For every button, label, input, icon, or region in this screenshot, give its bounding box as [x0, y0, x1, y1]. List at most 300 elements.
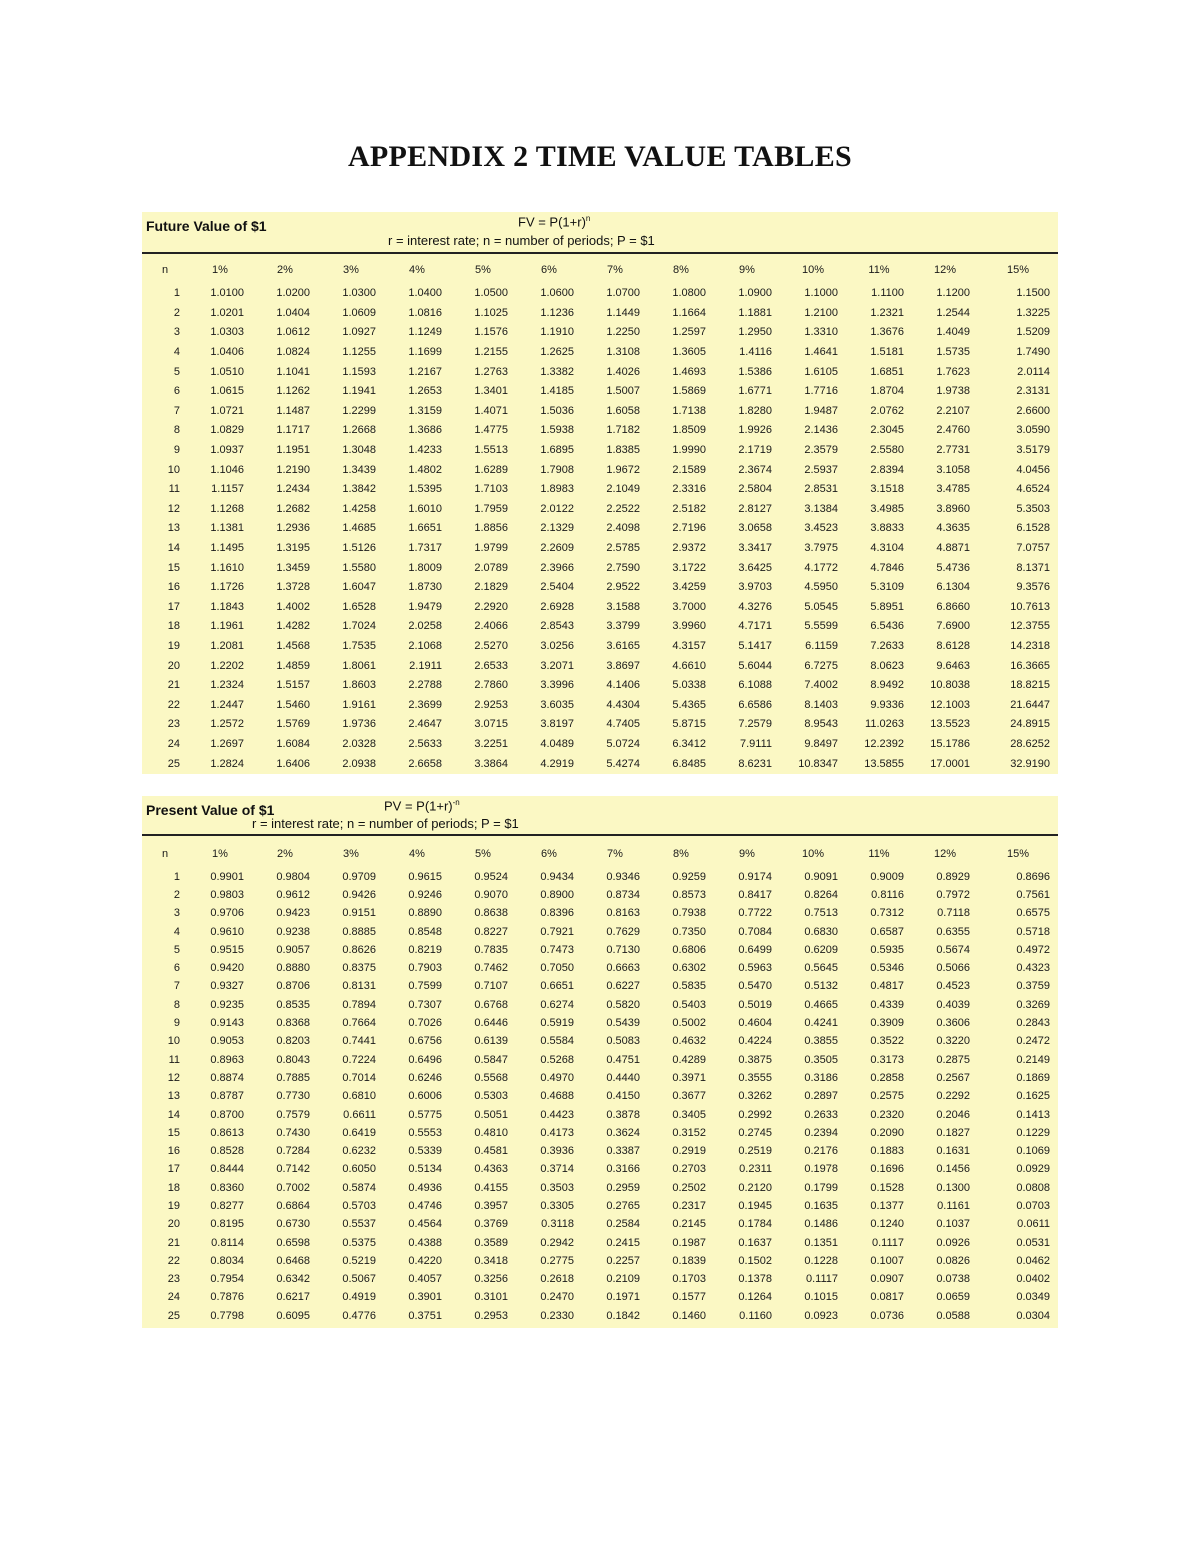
factor-cell: 0.5439 [606, 1017, 640, 1030]
factor-cell: 0.6217 [276, 1291, 310, 1304]
factor-cell: 1.2544 [936, 306, 970, 319]
factor-cell: 0.8043 [276, 1053, 310, 1066]
factor-cell: 1.0700 [606, 287, 640, 300]
factor-cell: 6.1528 [1016, 522, 1050, 535]
period-cell: 23 [167, 1273, 180, 1286]
column-header-n: n [161, 847, 169, 860]
factor-cell: 0.7307 [408, 998, 442, 1011]
factor-cell: 18.8215 [1010, 679, 1050, 692]
factor-cell: 1.0404 [276, 306, 310, 319]
factor-cell: 1.1041 [276, 365, 310, 378]
factor-cell: 0.5134 [408, 1163, 442, 1176]
factor-cell: 1.5036 [540, 404, 574, 417]
factor-cell: 0.9615 [408, 870, 442, 883]
factor-cell: 16.3665 [1010, 659, 1050, 672]
factor-cell: 0.7350 [672, 925, 706, 938]
factor-cell: 2.0938 [342, 757, 376, 770]
factor-cell: 1.0406 [210, 346, 244, 359]
table-row [142, 1106, 1058, 1124]
factor-cell: 1.7716 [804, 385, 838, 398]
factor-cell: 1.3728 [276, 581, 310, 594]
factor-cell: 0.6095 [276, 1309, 310, 1322]
factor-cell: 10.8038 [930, 679, 970, 692]
factor-cell: 2.1911 [409, 659, 442, 672]
period-cell: 20 [167, 659, 180, 672]
factor-cell: 0.8034 [210, 1254, 244, 1267]
factor-cell: 0.8874 [210, 1071, 244, 1084]
factor-cell: 0.3555 [738, 1071, 772, 1084]
factor-cell: 0.5083 [606, 1035, 640, 1048]
header-divider [142, 834, 1058, 836]
factor-cell: 1.1951 [276, 444, 310, 457]
factor-cell: 1.1200 [936, 287, 970, 300]
factor-cell: 0.1703 [672, 1273, 706, 1286]
period-cell: 10 [167, 1035, 180, 1048]
factor-cell: 1.6895 [540, 444, 574, 457]
factor-cell: 1.9738 [936, 385, 970, 398]
factor-cell: 0.7026 [408, 1017, 442, 1030]
factor-cell: 0.4241 [804, 1017, 838, 1030]
factor-cell: 0.9259 [672, 870, 706, 883]
column-header-rate: 10% [801, 263, 825, 276]
table-row [142, 1307, 1058, 1325]
factor-cell: 3.4523 [804, 522, 838, 535]
factor-cell: 2.2107 [936, 404, 970, 417]
period-cell: 9 [173, 1017, 180, 1030]
factor-cell: 6.5436 [870, 620, 904, 633]
period-cell: 5 [173, 943, 180, 956]
period-cell: 25 [167, 757, 180, 770]
factor-cell: 2.7860 [474, 679, 508, 692]
table-row [142, 1088, 1058, 1106]
factor-cell: 0.8638 [474, 907, 508, 920]
factor-cell: 0.4339 [870, 998, 904, 1011]
factor-cell: 0.5537 [342, 1218, 376, 1231]
table-row [142, 1161, 1058, 1179]
table-row [142, 539, 1058, 559]
factor-cell: 1.0615 [210, 385, 244, 398]
factor-cell: 0.1987 [672, 1236, 706, 1249]
factor-cell: 0.1842 [606, 1309, 640, 1322]
factor-cell: 5.5599 [804, 620, 838, 633]
column-header-rate: 4% [409, 263, 425, 276]
factor-cell: 1.5869 [672, 385, 706, 398]
factor-cell: 1.0600 [540, 287, 574, 300]
factor-cell: 4.8871 [936, 542, 970, 555]
factor-cell: 0.7430 [276, 1126, 310, 1139]
table-row [142, 1289, 1058, 1307]
factor-cell: 3.7000 [672, 600, 706, 613]
factor-cell: 0.2575 [870, 1090, 904, 1103]
factor-cell: 0.9235 [210, 998, 244, 1011]
factor-cell: 1.2697 [210, 737, 244, 750]
factor-cell: 3.4259 [672, 581, 706, 594]
factor-cell: 1.7024 [342, 620, 376, 633]
factor-cell: 0.3909 [870, 1017, 904, 1030]
factor-cell: 1.6047 [342, 581, 376, 594]
factor-cell: 2.2920 [474, 600, 508, 613]
factor-cell: 1.1100 [871, 287, 904, 300]
factor-cell: 1.7182 [606, 424, 640, 437]
factor-cell: 1.8704 [870, 385, 904, 398]
factor-cell: 0.8734 [606, 888, 640, 901]
factor-cell: 0.4688 [540, 1090, 574, 1103]
factor-cell: 1.0927 [342, 326, 376, 339]
factor-cell: 0.9423 [276, 907, 310, 920]
factor-cell: 2.6928 [540, 600, 574, 613]
factor-cell: 0.4919 [342, 1291, 376, 1304]
factor-cell: 3.1588 [606, 600, 640, 613]
table-row [142, 868, 1058, 886]
factor-cell: 8.6231 [738, 757, 772, 770]
column-header-rate: 5% [475, 263, 491, 276]
factor-cell: 0.7903 [408, 962, 442, 975]
factor-cell: 0.7118 [937, 907, 970, 920]
factor-cell: 0.9434 [540, 870, 574, 883]
factor-cell: 0.6806 [672, 943, 706, 956]
factor-cell: 0.6499 [738, 943, 772, 956]
factor-cell: 0.4224 [738, 1035, 772, 1048]
factor-cell: 1.5157 [276, 679, 310, 692]
factor-cell: 0.5375 [342, 1236, 376, 1249]
factor-cell: 2.6533 [474, 659, 508, 672]
factor-cell: 2.3045 [870, 424, 904, 437]
factor-cell: 0.8787 [210, 1090, 244, 1103]
present-value-formula [384, 798, 460, 813]
factor-cell: 1.5513 [474, 444, 508, 457]
factor-cell: 1.6010 [408, 502, 442, 515]
factor-cell: 0.6730 [276, 1218, 310, 1231]
table-row [142, 1014, 1058, 1032]
factor-cell: 1.2202 [210, 659, 244, 672]
factor-cell: 3.4785 [936, 483, 970, 496]
factor-cell: 0.2470 [540, 1291, 574, 1304]
factor-cell: 0.4388 [408, 1236, 442, 1249]
factor-cell: 1.0900 [738, 287, 772, 300]
factor-cell: 1.1236 [540, 306, 574, 319]
factor-cell: 1.1941 [342, 385, 376, 398]
factor-cell: 1.1487 [276, 404, 310, 417]
factor-cell: 6.8485 [672, 757, 706, 770]
factor-cell: 0.2415 [606, 1236, 640, 1249]
factor-cell: 0.8277 [210, 1199, 244, 1212]
factor-cell: 0.2775 [540, 1254, 574, 1267]
future-value-header-row [142, 256, 1058, 284]
factor-cell: 0.1839 [672, 1254, 706, 1267]
factor-cell: 0.3418 [474, 1254, 508, 1267]
factor-cell: 1.2447 [210, 698, 244, 711]
factor-cell: 0.8264 [804, 888, 838, 901]
period-cell: 1 [173, 870, 180, 883]
factor-cell: 0.4632 [672, 1035, 706, 1048]
table-row [142, 978, 1058, 996]
factor-cell: 1.2653 [408, 385, 442, 398]
factor-cell: 1.5209 [1016, 326, 1050, 339]
period-cell: 19 [167, 1199, 180, 1212]
factor-cell: 0.8396 [540, 907, 574, 920]
factor-cell: 1.2190 [276, 463, 310, 476]
factor-cell: 0.6050 [342, 1163, 376, 1176]
period-cell: 24 [167, 1291, 180, 1304]
factor-cell: 5.6044 [738, 659, 772, 672]
factor-cell: 0.6611 [343, 1108, 376, 1121]
factor-cell: 0.5820 [606, 998, 640, 1011]
factor-cell: 2.4647 [408, 718, 442, 731]
factor-cell: 0.0826 [936, 1254, 970, 1267]
factor-cell: 0.9327 [210, 980, 244, 993]
factor-cell: 0.8880 [276, 962, 310, 975]
factor-cell: 0.2843 [1016, 1017, 1050, 1030]
factor-cell: 3.0590 [1016, 424, 1050, 437]
factor-cell: 0.0402 [1016, 1273, 1050, 1286]
factor-cell: 0.4776 [342, 1309, 376, 1322]
column-header-rate: 15% [1006, 847, 1030, 860]
factor-cell: 1.5126 [342, 542, 376, 555]
factor-cell: 1.5395 [408, 483, 442, 496]
factor-cell: 0.0808 [1016, 1181, 1050, 1194]
factor-cell: 6.1088 [738, 679, 772, 692]
period-cell: 22 [167, 698, 180, 711]
factor-cell: 0.7599 [408, 980, 442, 993]
factor-cell: 3.1722 [672, 561, 706, 574]
factor-cell: 0.8626 [342, 943, 376, 956]
factor-cell: 0.8885 [342, 925, 376, 938]
factor-cell: 0.8163 [606, 907, 640, 920]
factor-cell: 1.3159 [408, 404, 442, 417]
factor-cell: 1.0510 [210, 365, 244, 378]
factor-cell: 0.8700 [210, 1108, 244, 1121]
table-row [142, 959, 1058, 977]
factor-cell: 0.2109 [606, 1273, 640, 1286]
factor-cell: 0.7142 [276, 1163, 310, 1176]
factor-cell: 0.4363 [474, 1163, 508, 1176]
factor-cell: 0.7894 [342, 998, 376, 1011]
factor-cell: 1.4802 [408, 463, 442, 476]
column-header-rate: 2% [277, 847, 293, 860]
factor-cell: 0.9174 [738, 870, 772, 883]
factor-cell: 0.3751 [408, 1309, 442, 1322]
factor-cell: 0.4970 [540, 1071, 574, 1084]
factor-cell: 2.0258 [408, 620, 442, 633]
factor-cell: 0.6342 [276, 1273, 310, 1286]
factor-cell: 1.4693 [672, 365, 706, 378]
factor-cell: 1.1717 [276, 424, 310, 437]
factor-cell: 1.8603 [342, 679, 376, 692]
factor-cell: 0.4057 [408, 1273, 442, 1286]
period-cell: 4 [173, 925, 180, 938]
future-value-table-header [142, 212, 1058, 254]
factor-cell: 1.4282 [276, 620, 310, 633]
factor-cell: 3.9703 [738, 581, 772, 594]
factor-cell: 0.0929 [1016, 1163, 1050, 1176]
factor-cell: 0.2311 [739, 1163, 772, 1176]
factor-cell: 1.2299 [342, 404, 376, 417]
period-cell: 11 [168, 1053, 180, 1066]
factor-cell: 1.7103 [474, 483, 508, 496]
factor-cell: 1.2682 [276, 502, 310, 515]
factor-cell: 2.5580 [870, 444, 904, 457]
factor-cell: 1.1910 [540, 326, 574, 339]
factor-cell: 0.7473 [540, 943, 574, 956]
factor-cell: 3.6035 [540, 698, 574, 711]
factor-cell: 0.1229 [1016, 1126, 1050, 1139]
factor-cell: 0.8929 [936, 870, 970, 883]
factor-cell: 21.6447 [1010, 698, 1050, 711]
factor-cell: 0.6355 [936, 925, 970, 938]
factor-cell: 2.7590 [606, 561, 640, 574]
factor-cell: 13.5855 [864, 757, 904, 770]
factor-cell: 1.3605 [672, 346, 706, 359]
table-row [142, 598, 1058, 618]
factor-cell: 0.5403 [672, 998, 706, 1011]
factor-cell: 1.7535 [342, 639, 376, 652]
future-value-table [142, 256, 1058, 774]
factor-cell: 0.7876 [210, 1291, 244, 1304]
period-cell: 16 [167, 581, 180, 594]
factor-cell: 0.2942 [540, 1236, 574, 1249]
factor-cell: 1.2167 [408, 365, 442, 378]
factor-cell: 0.1869 [1016, 1071, 1050, 1084]
factor-cell: 1.5769 [276, 718, 310, 731]
factor-cell: 0.1117 [805, 1273, 838, 1286]
factor-cell: 0.2330 [540, 1309, 574, 1322]
factor-cell: 2.3699 [408, 698, 442, 711]
factor-cell: 1.1381 [210, 522, 244, 535]
factor-cell: 1.3459 [276, 561, 310, 574]
table-row [142, 402, 1058, 422]
factor-cell: 0.3606 [936, 1017, 970, 1030]
factor-cell: 0.2176 [804, 1145, 838, 1158]
factor-cell: 0.3173 [870, 1053, 904, 1066]
factor-cell: 2.5937 [804, 463, 838, 476]
factor-cell: 2.7196 [672, 522, 706, 535]
factor-cell: 0.1528 [870, 1181, 904, 1194]
factor-cell: 0.8116 [871, 888, 904, 901]
factor-cell: 0.9901 [210, 870, 244, 883]
factor-cell: 1.7138 [672, 404, 706, 417]
factor-cell: 0.1883 [870, 1145, 904, 1158]
factor-cell: 0.2145 [672, 1218, 706, 1231]
factor-cell: 0.1784 [738, 1218, 772, 1231]
factor-cell: 0.6575 [1016, 907, 1050, 920]
factor-cell: 0.3589 [474, 1236, 508, 1249]
factor-cell: 2.0789 [474, 561, 508, 574]
table-row [142, 441, 1058, 461]
factor-cell: 1.0937 [210, 444, 244, 457]
factor-cell: 3.7975 [804, 542, 838, 555]
factor-cell: 1.2597 [672, 326, 706, 339]
period-cell: 6 [173, 385, 180, 398]
factor-cell: 1.7908 [540, 463, 574, 476]
factor-cell: 1.8983 [540, 483, 574, 496]
factor-cell: 1.2250 [606, 326, 640, 339]
factor-cell: 1.9926 [738, 424, 772, 437]
factor-cell: 1.1726 [210, 581, 244, 594]
table-row [142, 480, 1058, 500]
factor-cell: 0.4440 [606, 1071, 640, 1084]
present-value-table [142, 840, 1058, 1325]
column-header-rate: 12% [933, 263, 957, 276]
column-header-rate: 5% [475, 847, 491, 860]
factor-cell: 0.9057 [276, 943, 310, 956]
factor-cell: 1.0609 [342, 306, 376, 319]
factor-cell: 0.7972 [936, 888, 970, 901]
table-row [142, 304, 1058, 324]
factor-cell: 2.4760 [936, 424, 970, 437]
column-header-rate: 4% [409, 847, 425, 860]
factor-cell: 1.5386 [738, 365, 772, 378]
column-header-rate: 7% [607, 847, 623, 860]
factor-cell: 1.9990 [672, 444, 706, 457]
future-value-table-panel [142, 212, 1058, 774]
factor-cell: 0.6232 [342, 1145, 376, 1158]
factor-cell: 0.7954 [210, 1273, 244, 1286]
period-cell: 13 [167, 522, 180, 535]
factor-cell: 0.9143 [210, 1017, 244, 1030]
factor-cell: 0.1300 [936, 1181, 970, 1194]
factor-cell: 2.1719 [738, 444, 772, 457]
factor-cell: 2.2522 [606, 502, 640, 515]
table-row [142, 1124, 1058, 1142]
factor-cell: 0.2633 [804, 1108, 838, 1121]
factor-cell: 0.1037 [936, 1218, 970, 1231]
table-row [142, 905, 1058, 923]
factor-cell: 1.6289 [474, 463, 508, 476]
factor-cell: 1.1157 [211, 483, 244, 496]
factor-cell: 1.2081 [210, 639, 244, 652]
factor-cell: 0.1502 [738, 1254, 772, 1267]
factor-cell: 0.5935 [870, 943, 904, 956]
factor-cell: 0.2120 [738, 1181, 772, 1194]
factor-cell: 0.7224 [342, 1053, 376, 1066]
factor-cell: 1.6406 [276, 757, 310, 770]
factor-cell: 1.2321 [870, 306, 904, 319]
factor-cell: 0.6663 [606, 962, 640, 975]
factor-cell: 0.1117 [871, 1236, 904, 1249]
table-row [142, 695, 1058, 715]
table-row [142, 1051, 1058, 1069]
factor-cell: 4.3157 [672, 639, 706, 652]
period-cell: 25 [167, 1309, 180, 1322]
factor-cell: 0.2875 [936, 1053, 970, 1066]
factor-cell: 0.6246 [408, 1071, 442, 1084]
factor-cell: 1.4233 [408, 444, 442, 457]
factor-cell: 7.9111 [739, 737, 772, 750]
factor-cell: 0.1631 [936, 1145, 970, 1158]
table-row [142, 343, 1058, 363]
factor-cell: 1.1593 [342, 365, 376, 378]
factor-cell: 0.1413 [1016, 1108, 1050, 1121]
table-row [142, 460, 1058, 480]
factor-cell: 6.1159 [805, 639, 838, 652]
factor-cell: 0.7130 [606, 943, 640, 956]
factor-cell: 0.8417 [738, 888, 772, 901]
factor-cell: 0.3186 [804, 1071, 838, 1084]
future-value-table-body [142, 284, 1058, 774]
factor-cell: 0.1637 [738, 1236, 772, 1249]
table-row [142, 923, 1058, 941]
factor-cell: 0.4972 [1016, 943, 1050, 956]
factor-cell: 15.1786 [930, 737, 970, 750]
factor-cell: 1.0100 [210, 287, 244, 300]
factor-cell: 8.1403 [804, 698, 838, 711]
factor-cell: 1.3842 [342, 483, 376, 496]
period-cell: 15 [167, 1126, 180, 1139]
column-header-rate: 9% [739, 263, 755, 276]
present-value-table-header [142, 796, 1058, 836]
factor-cell: 0.5066 [936, 962, 970, 975]
factor-cell: 2.5804 [738, 483, 772, 496]
